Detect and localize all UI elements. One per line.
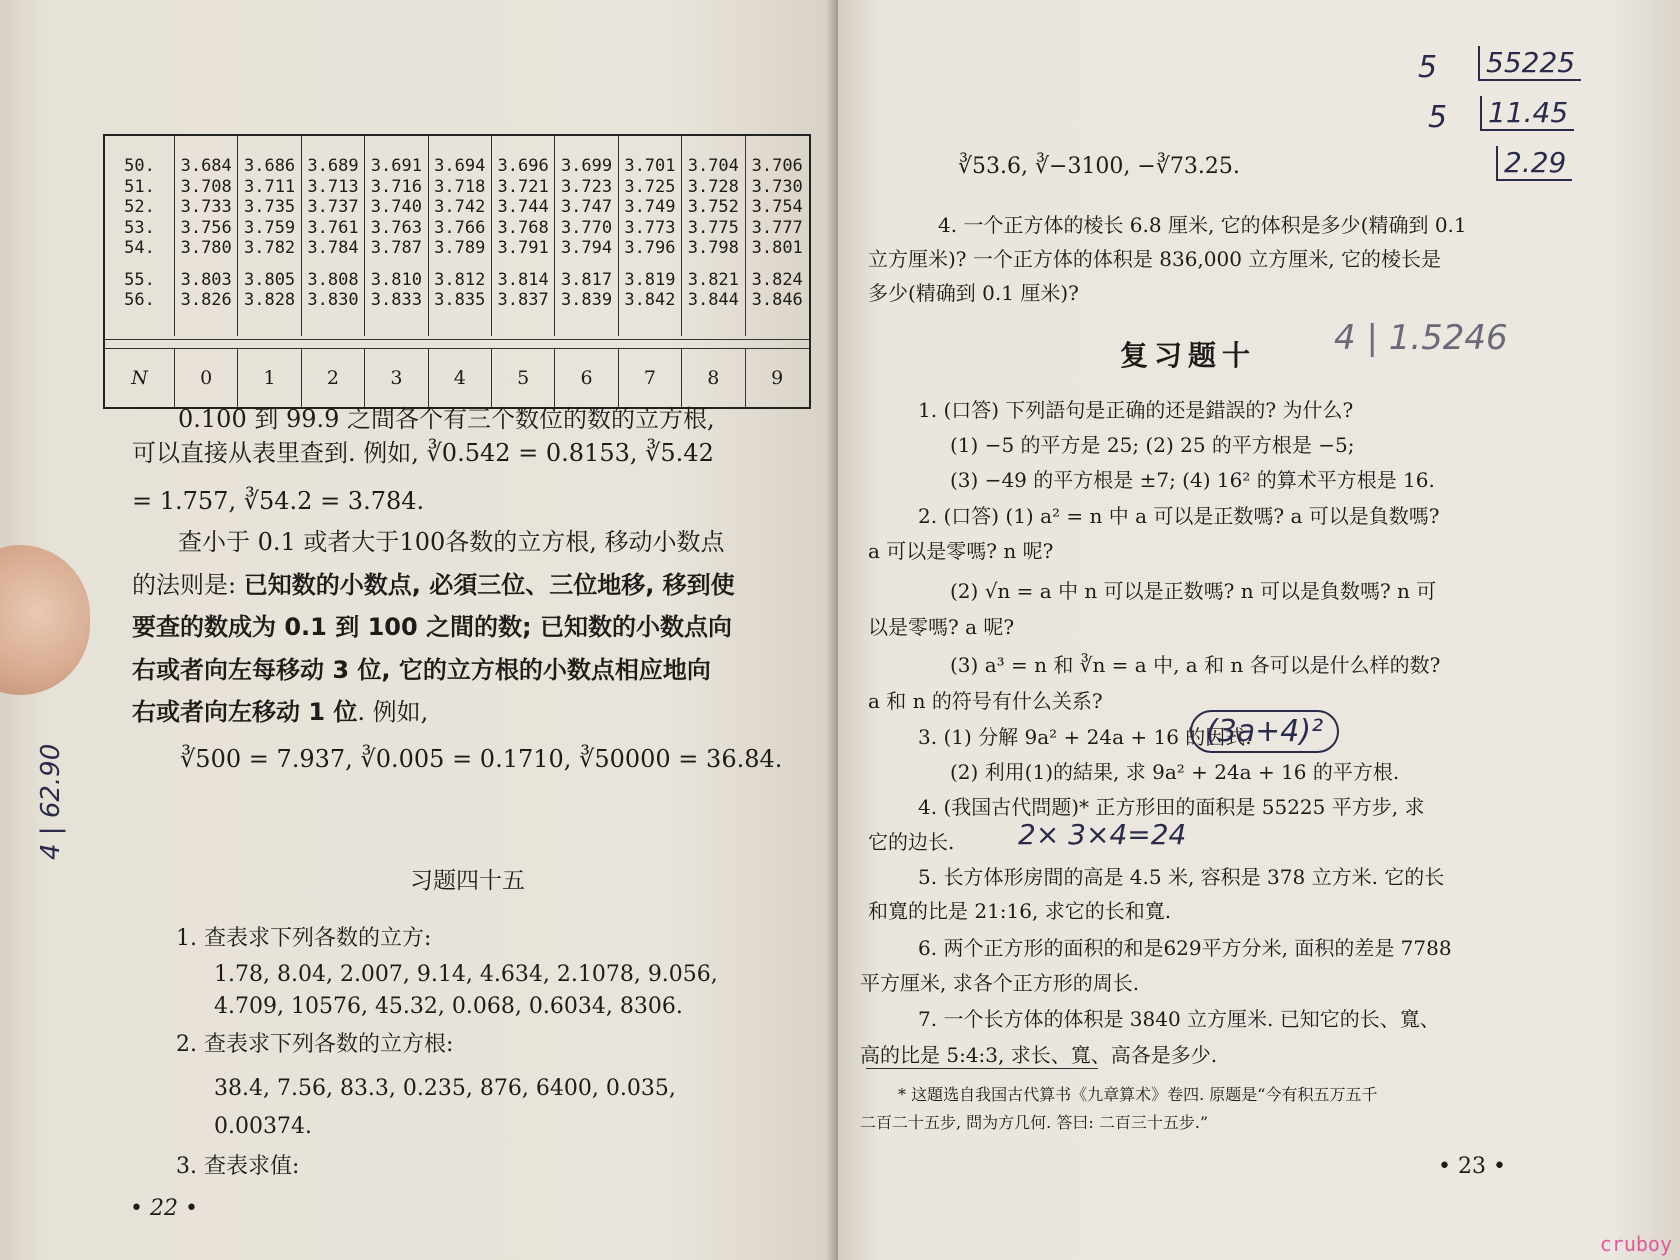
table-cell: 3.812	[434, 269, 486, 290]
table-cell: 51.	[124, 176, 155, 197]
table-cell: 55.	[124, 269, 155, 290]
table-cell: 3.782	[243, 238, 296, 258]
table-cell: 3.794	[560, 238, 613, 258]
hand-229: 2.29	[1496, 146, 1572, 181]
para1-line3: = 1.757, ∛54.2 = 3.784.	[132, 487, 425, 515]
header-cell-6: 6	[555, 349, 618, 407]
table-cell: 3.684	[180, 156, 232, 176]
para2-line2-a: 的法则是:	[132, 571, 244, 599]
table-column-1	[238, 136, 301, 336]
table-cell: 3.686	[243, 156, 296, 176]
hand-divide: 4 | 1.5246	[1334, 318, 1508, 358]
table-cell: 3.773	[624, 217, 676, 238]
row-gap	[105, 259, 174, 270]
table-cell: 3.763	[370, 217, 422, 238]
table-cell: 52.	[124, 197, 155, 217]
r4-line1: 4. (我国古代問题)* 正方形田的面积是 55225 平方步, 求	[918, 795, 1425, 819]
hand-5a: 5	[1418, 50, 1438, 85]
r2-line6: a 和 n 的符号有什么关系?	[868, 689, 1103, 713]
table-cell: 3.835	[434, 290, 486, 310]
table-column-0	[175, 136, 238, 336]
para2-line1: 查小于 0.1 或者大于100各数的立方根, 移动小数点	[178, 528, 725, 556]
table-cell: 3.691	[370, 156, 422, 176]
table-cell: 3.716	[370, 176, 422, 197]
table-cell: 3.796	[624, 238, 676, 258]
table-cell: 3.730	[751, 176, 803, 197]
table-cell: 3.704	[687, 156, 739, 176]
r7-line2: 高的比是 5:4:3, 求长、寬、高各是多少.	[860, 1043, 1218, 1067]
table-cell: 3.749	[624, 197, 676, 217]
r7-line1: 7. 一个长方体的体积是 3840 立方厘米. 已知它的长、寬、	[918, 1007, 1440, 1031]
row-gap	[492, 259, 554, 270]
hand-calc: 2× 3×4=24	[1018, 818, 1187, 851]
r2-line2: a 可以是零嗎? n 呢?	[868, 539, 1054, 563]
r2-line4: 以是零嗎? a 呢?	[868, 615, 1015, 639]
table-cell: 3.766	[434, 217, 486, 238]
para2-line2	[132, 562, 735, 608]
table-cell: 3.826	[180, 290, 232, 310]
table-body	[105, 136, 809, 336]
table-cell: 3.837	[497, 290, 549, 310]
q2-values-1: 38.4, 7.56, 83.3, 0.235, 876, 6400, 0.035,	[214, 1076, 676, 1101]
header-cell-8: 8	[682, 349, 745, 407]
table-cell: 3.810	[370, 269, 422, 290]
table-cell: 3.801	[751, 238, 803, 258]
hand-factor: (3a+4)²	[1190, 710, 1339, 753]
para2-line5-b: . 例如,	[357, 698, 429, 726]
header-cell-0: 0	[175, 349, 238, 407]
r3-line1: 3. (1) 分解 9a² + 24a + 16 的因式.	[918, 725, 1252, 749]
table-cell: 3.696	[497, 156, 549, 176]
margin-handwriting: 4 | 62.90	[36, 743, 66, 860]
table-cell: 3.733	[180, 197, 232, 217]
page-number-left: • 22 •	[130, 1196, 198, 1221]
header-cell-n: N	[105, 349, 175, 407]
table-cell: 3.744	[497, 197, 549, 217]
row-gap	[365, 259, 427, 270]
r2-line1: 2. (口答) (1) a² = n 中 a 可以是正数嗎? a 可以是負数嗎?	[918, 504, 1440, 528]
table-cell: 3.723	[560, 176, 613, 197]
header-cell-7: 7	[619, 349, 682, 407]
header-cell-2: 2	[302, 349, 365, 407]
header-cell-9: 9	[771, 367, 784, 389]
table-cell: 3.819	[624, 269, 676, 290]
rule-text-3: 右或者向左每移动 3 位, 它的立方根的小数点相应地向	[132, 656, 711, 684]
table-cell: 3.759	[243, 217, 296, 238]
table-cell: 3.721	[497, 176, 549, 197]
r5-line1: 5. 长方体形房間的高是 4.5 米, 容积是 378 立方米. 它的长	[918, 865, 1445, 889]
row-gap	[619, 259, 681, 270]
table-cell: 3.844	[687, 290, 739, 310]
row-gap	[746, 259, 809, 270]
table-cell: 3.798	[687, 238, 739, 258]
r1-items-b: (3) −49 的平方根是 ±7; (4) 16² 的算术平方根是 16.	[950, 468, 1435, 492]
r6-line1: 6. 两个正方形的面积的和是629平方分米, 面积的差是 7788	[918, 936, 1452, 960]
table-cell: 3.756	[180, 217, 232, 238]
row-gap	[682, 259, 744, 270]
r2-line3: (2) √n = a 中 n 可以是正数嗎? n 可以是負数嗎? n 可	[950, 579, 1437, 603]
table-cell: 3.828	[243, 290, 296, 310]
table-cell: 3.817	[560, 269, 613, 290]
q1-values-2: 4.709, 10576, 45.32, 0.068, 0.6034, 8306.	[214, 994, 683, 1019]
r4-line2: 它的边长.	[868, 830, 955, 854]
table-cell: 3.708	[180, 176, 232, 197]
right-page	[838, 0, 1680, 1260]
q3-label: 3. 查表求值:	[176, 1154, 300, 1179]
table-cell: 3.814	[497, 269, 549, 290]
footnote-rule	[866, 1068, 1098, 1069]
examples-line: ∛500 = 7.937, ∛0.005 = 0.1710, ∛50000 = 36.84.	[180, 745, 783, 773]
rule-text-4: 右或者向左移动 1 位	[132, 698, 358, 726]
table-cell: 3.706	[751, 156, 803, 176]
table-cell: 3.689	[307, 156, 359, 176]
r1-question: 1. (口答) 下列語句是正确的还是錯誤的? 为什么?	[918, 398, 1354, 422]
r2-line5: (3) a³ = n 和 ∛n = a 中, a 和 n 各可以是什么样的数?	[950, 653, 1441, 677]
table-cell: 50.	[124, 156, 155, 176]
footnote-line2: 二百二十五步, 問为方几何. 答曰: 二百三十五步.”	[860, 1113, 1209, 1132]
table-cell: 3.768	[497, 217, 549, 238]
row-gap	[555, 259, 617, 270]
q4-line1: 4. 一个正方体的棱长 6.8 厘米, 它的体积是多少(精确到 0.1	[938, 213, 1467, 237]
header-cell-1: 1	[238, 349, 301, 407]
rule-text-2: 要查的数成为 0.1 到 100 之間的数; 已知数的小数点向	[132, 613, 732, 641]
table-cell: 3.803	[180, 269, 232, 290]
q2-label: 2. 查表求下列各数的立方根:	[176, 1032, 454, 1057]
table-n-column	[105, 136, 175, 336]
cube-root-table	[103, 134, 811, 409]
table-cell: 3.789	[434, 238, 486, 258]
table-column-8	[682, 136, 745, 336]
cube-root-values: ∛53.6, ∛−3100, −∛73.25.	[958, 154, 1240, 179]
rule-text-1: 已知数的小数点, 必須三位、三位地移, 移到使	[243, 571, 735, 599]
q1-values-1: 1.78, 8.04, 2.007, 9.14, 4.634, 2.1078, 9.056,	[214, 962, 718, 987]
table-cell: 3.701	[624, 156, 676, 176]
table-cell: 3.833	[370, 290, 422, 310]
footnote-line1: * 这題选自我国古代算书《九章算术》卷四. 原题是“今有积五万五千	[898, 1085, 1378, 1104]
thumb	[0, 545, 90, 695]
table-cell: 3.699	[560, 156, 613, 176]
row-gap	[175, 259, 237, 270]
para1-line1: 0.100 到 99.9 之間各个有三个数位的数的立方根,	[178, 405, 715, 433]
left-page	[0, 0, 838, 1260]
r1-items-a: (1) −5 的平方是 25; (2) 25 的平方根是 −5;	[950, 433, 1355, 457]
table-cell: 3.752	[687, 197, 739, 217]
q1-label: 1. 查表求下列各数的立方:	[176, 926, 432, 951]
q4-line2: 立方厘米)? 一个正方体的体积是 836,000 立方厘米, 它的棱长是	[868, 247, 1442, 271]
table-cell: 54.	[124, 238, 155, 258]
exercise-title: 习题四十五	[410, 868, 525, 894]
table-cell: 3.824	[751, 269, 803, 290]
q4-line3: 多少(精确到 0.1 厘米)?	[868, 281, 1079, 305]
table-cell: 3.784	[307, 238, 359, 258]
table-column-5	[492, 136, 555, 336]
para2-line5	[132, 689, 428, 735]
r5-line2: 和寬的比是 21:16, 求它的长和寬.	[868, 899, 1172, 923]
row-gap	[302, 259, 364, 270]
table-cell: 3.775	[687, 217, 739, 238]
watermark: cruboy	[1599, 1232, 1672, 1256]
hand-1145: 11.45	[1480, 96, 1574, 131]
table-cell: 3.737	[307, 197, 359, 217]
header-cell-5: 5	[492, 349, 555, 407]
table-cell: 53.	[124, 217, 155, 238]
header-cell-4: 4	[429, 349, 492, 407]
table-cell: 3.770	[560, 217, 613, 238]
table-cell: 3.718	[434, 176, 486, 197]
table-cell: 3.713	[307, 176, 359, 197]
table-column-3	[365, 136, 428, 336]
table-cell: 3.754	[751, 197, 803, 217]
table-cell: 56.	[124, 290, 155, 310]
table-column-9	[746, 136, 809, 336]
table-cell: 3.777	[751, 217, 803, 238]
table-cell: 3.842	[624, 290, 676, 310]
table-column-6	[555, 136, 618, 336]
para1-line2: 可以直接从表里查到. 例如, ∛0.542 = 0.8153, ∛5.42	[132, 439, 714, 467]
table-cell: 3.725	[624, 176, 676, 197]
table-column-7	[619, 136, 682, 336]
header-cell-3: 3	[365, 349, 428, 407]
table-cell: 3.808	[307, 269, 359, 290]
table-column-4	[429, 136, 492, 336]
table-cell: 3.740	[370, 197, 422, 217]
row-gap	[429, 259, 491, 270]
table-cell: 3.747	[560, 197, 613, 217]
hand-5b: 5	[1428, 100, 1448, 135]
page-number-right: • 23 •	[1438, 1154, 1506, 1179]
table-cell: 3.787	[370, 238, 422, 258]
r6-line2: 平方厘米, 求各个正方形的周长.	[860, 971, 1140, 995]
table-cell: 3.805	[243, 269, 296, 290]
table-column-2	[302, 136, 365, 336]
table-cell: 3.830	[307, 290, 359, 310]
table-cell: 3.780	[180, 238, 232, 258]
review-title: 复习题十	[1120, 339, 1257, 372]
table-cell: 3.846	[751, 290, 803, 310]
table-cell: 3.839	[560, 290, 613, 310]
table-cell: 3.821	[687, 269, 739, 290]
table-cell: 3.791	[497, 238, 549, 258]
q2-values-2: 0.00374.	[214, 1114, 312, 1139]
table-cell: 3.742	[434, 197, 486, 217]
table-cell: 3.761	[307, 217, 359, 238]
hand-55225: 55225	[1478, 46, 1581, 81]
row-gap	[238, 259, 300, 270]
table-cell: 3.711	[243, 176, 296, 197]
table-cell: 3.694	[434, 156, 486, 176]
r3-line2: (2) 利用(1)的結果, 求 9a² + 24a + 16 的平方根.	[950, 760, 1400, 784]
table-cell: 3.728	[687, 176, 739, 197]
table-cell: 3.735	[243, 197, 296, 217]
